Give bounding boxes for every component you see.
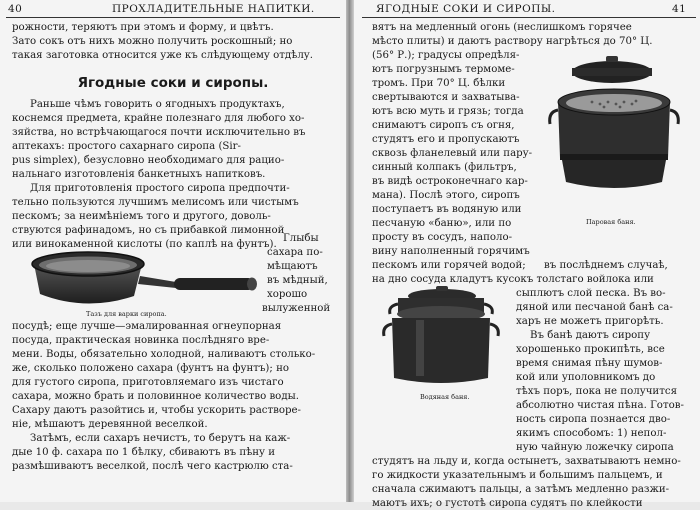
left-text-line: для густого сиропа, приготовляемаго изъ чистаго [12,377,284,388]
right-text-line: тромъ. При 70° Ц. бѣлки [372,78,506,89]
left-text-line: Раньше чѣмъ говорить о ягодныхъ продуктахъ, [30,99,285,110]
left-text-line: pus simplex), безусловно необходимаго для рацио- [12,155,285,166]
left-text-line: рожности, теряютъ при этомъ и форму, и цвѣтъ. [12,22,274,33]
left-text-line: мѣщаютъ [267,261,318,272]
right-text-line: харъ не можетъ пригорѣть. [516,316,664,327]
left-text-line: дые 10 ф. сахара по 1 бѣлку, сбиваютъ въ пѣну и [12,447,276,458]
right-text-line: сыплютъ слой песка. Въ во- [516,288,666,299]
right-page-number: 41 [672,3,687,15]
left-text-line: или винокаменной кислоты (по каплѣ на фунтъ). [12,239,277,250]
left-text-line: размѣшиваютъ веселкой, послѣ чего кастрюлю ста- [12,461,293,472]
left-text-line: Зато сокъ отъ нихъ можно получить роскошный; но [12,36,293,47]
section-title: Ягодные соки и сиропы. [77,75,269,91]
right-text-line: тѣхъ поръ, пока не получится [516,386,677,397]
right-text-line: сквозь фланелевый или пару- [372,148,533,159]
right-header-rule [362,17,696,18]
right-text-line: свертываются и захватыва- [372,92,520,103]
right-text-line: время снимая пѣну шумов- [516,358,663,369]
steam-bath-illustration [544,50,684,200]
water-bath-caption: Водяная баня. [420,393,470,401]
right-text-line: студятъ на льду и, когда остынетъ, захватываютъ немно- [372,456,681,467]
right-text-line: въ послѣднемъ случаѣ, [544,260,668,271]
right-text-line: го жидкости указательнымъ и большимъ пальцемъ, и [372,470,663,481]
left-text-line: тельно пользуются лучшимъ мелисомъ или чистымъ [12,197,299,208]
left-text-line: ніе, мѣшаютъ деревянной веселкой. [12,419,208,430]
right-text-line: вятъ на медленный огонь (неслишкомъ горячее [372,22,632,33]
right-text-line: снимаютъ сиропъ съ огня, [372,120,515,131]
left-text-line: нальнаго изготовленія банкетныхъ напитковъ. [12,169,266,180]
left-text-line: мени. Воды, обязательно холодной, наливаютъ столько- [12,349,316,360]
right-text-line: мана). Послѣ этого, сиропъ [372,190,520,201]
right-text-line: на дно сосуда кладутъ кусокъ толстаго войлока или [372,274,654,285]
left-text-line: Затѣмъ, если сахаръ нечистъ, то берутъ на каж- [30,433,291,444]
right-text-line: (56° Р.); градусы опредѣля- [372,50,520,61]
left-text-line: аптекахъ: простого сахарнаго сиропа (Sir- [12,141,241,152]
left-text-line: хорошо [267,289,308,300]
left-page-number: 40 [8,3,23,15]
right-text-line: ютъ погрузнымъ термоме- [372,64,515,75]
left-text-line: вылуженной [262,303,331,314]
right-text-line: абсолютно чистая пѣна. Готов- [516,400,684,411]
right-text-line: ютъ всю муть и грязь; тогда [372,106,524,117]
right-text-line: ность сиропа познается дво- [516,414,671,425]
left-page [0,0,346,502]
right-text-line: Въ банѣ даютъ сиропу [530,330,651,341]
right-text-line: студятъ его и пропускаютъ [372,134,520,145]
left-text-line: же, сколько положено сахара (фунтъ на фунтъ); но [12,363,289,374]
saucepan-caption: Тазъ для варки сиропа. [86,310,167,318]
right-text-line: въ видѣ остроконечнаго кар- [372,176,528,187]
left-text-line: такая заготовка относится уже къ слѣдующему отдѣлу. [12,50,314,61]
steam-bath-caption: Паровая баня. [586,218,636,226]
right-text-line: песчаную «баню», или по [372,218,512,229]
right-text-line: пескомъ или горячей водой; [372,260,526,271]
right-text-line: сначала сжимаютъ пальцы, а затѣмъ медленно разжи- [372,484,670,495]
right-text-line: хорошенько прокипѣть, все [516,344,665,355]
left-running-head: ПРОХЛАДИТЕЛЬНЫЕ НАПИТКИ. [112,3,315,15]
left-text-line: посудѣ; еще лучше—эмалированная огнеупорная [12,321,282,332]
left-text-line: Для приготовленія простого сиропа предпочти- [30,183,290,194]
water-bath-illustration [376,284,506,388]
right-running-head: ЯГОДНЫЕ СОКИ И СИРОПЫ. [376,3,556,15]
left-header-rule [6,17,340,18]
right-text-line: просту въ сосудъ, наполо- [372,232,513,243]
right-page [354,0,700,509]
right-text-line: дяной или песчаной банѣ са- [516,302,673,313]
right-text-line: якимъ способомъ: 1) непол- [516,428,667,439]
left-text-line: въ мѣдный, [267,275,328,286]
right-text-line: мѣсто плиты) и даютъ раствору нагрѣться до 70° Ц. [372,36,653,47]
left-text-line: Сахару даютъ разойтись и, чтобы ускорить растворе- [12,405,301,416]
right-text-line: вину наполненный горячимъ [372,246,530,257]
left-text-line: коснемся предмета, крайне полезнаго для любого хо- [12,113,305,124]
right-text-line: поступаетъ въ водяную или [372,204,522,215]
saucepan-illustration [26,238,266,316]
left-text-line: посуда, практическая новинка послѣдняго вре- [12,335,270,346]
right-text-line: маютъ ихъ; о густотѣ сиропа судятъ по клейкости [372,498,643,509]
right-text-line: синный колпакъ (фильтръ, [372,162,517,173]
left-text-line: Глыбы [283,233,319,244]
left-text-line: ствуются рафинадомъ, но съ прибавкой лимонной [12,225,285,236]
left-text-line: пескомъ; за неимѣніемъ того и другого, доволь- [12,211,271,222]
right-text-line: ную чайную ложечку сиропа [516,442,674,453]
left-text-line: зяйства, но встрѣчающагося почти исключительно въ [12,127,306,138]
right-text-line: кой или уполовникомъ до [516,372,656,383]
book-gutter [346,0,354,502]
left-text-line: сахара, можно брать и половинное количество воды. [12,391,299,402]
left-text-line: сахара по- [267,247,323,258]
